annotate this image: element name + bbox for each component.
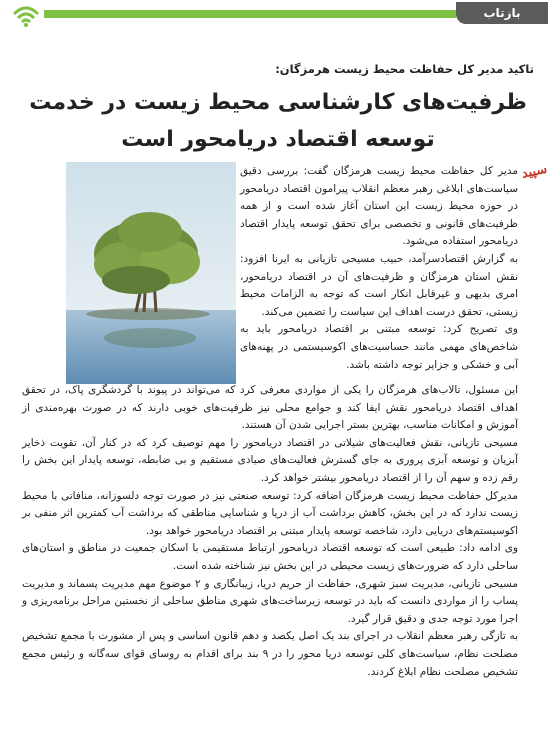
paragraph: وی ادامه داد: طبیعی است که توسعه اقتصاد دریامحور ارتباط مستقیمی با اسکان جمعیت در مناطق و استان‌های ساحلی دارد که ضرورت‌های زیست محیطی در این بخش نیز شناخته شده است. [22, 542, 518, 572]
headline-line-2: توسعه اقتصاد دریامحور است [121, 127, 435, 152]
paragraph: مدیر کل حفاظت محیط زیست هرمزگان گفت: بررسی دقیق سیاست‌های ابلاغی رهبر معظم انقلاب پیرامون اقتصاد دریامحور در حوزه محیط زیست این استان آغاز شده است و از همه ظرفیت‌های قانونی و تخصصی برای تحقق توسعه پایدار اقتصاد دریامحور استفاده می‌شود. [240, 165, 518, 248]
paragraph: مسیحی تازیانی، مدیریت سبز شهری، حفاظت از حریم دریا، زیبانگاری و ۲ موضوع مهم مدیریت پسماند و مدیریت پساب را از مواردی دانست که باید در توسعه زیرساخت‌های شهری مناطق ساحلی از نخستین مراحل برنامه‌ریزی و اجرا مورد توجه جدی و دقیق قرار گیرد. [22, 577, 518, 625]
article-headline [20, 84, 536, 158]
wifi-icon [8, 4, 44, 28]
mangrove-tree-photo [66, 162, 236, 384]
paragraph: به گزارش اقتصادسرآمد، حبیب مسیحی تازیانی به ایرنا افزود: نقش استان هرمزگان و ظرفیت‌های آن در اقتصاد دریامحور، امری بدیهی و غیرقابل انکار است که توجه به الزامات محیط زیستی، تحقق درست اهداف این سیاست را تضمین می‌کند. [240, 252, 518, 318]
article-body-bottom [22, 382, 518, 681]
paragraph: مدیرکل حفاظت محیط زیست هرمزگان اضافه کرد: توسعه صنعتی نیز در صورت توجه دلسوزانه، منافاتی با محیط زیست ندارد که در این بخش، کاهش برداشت آب از دریا و شناسایی مناطقی که برداشت آب کمترین اثر منفی بر اکوسیستم‌های دریایی دارد، شاخصه توسعه پایدار مبتنی بر اقتصاد دریامحور خواهد بود. [22, 489, 518, 537]
paragraph: مسیحی تازیانی، نقش فعالیت‌های شیلاتی در اقتصاد دریامحور را مهم توصیف کرد که در کنار آن، تقویت ذخایر آبزیان و توسعه آبزی پروری به جای گسترش فعالیت‌های صیادی مستقیم و بی ضابطه، توسعه پایدار این بخش را رقم زده و سهم آن را از اقتصاد دریامحور بیشتر خواهد کرد. [22, 436, 518, 484]
header-accent-band [44, 10, 456, 18]
article-body-top [240, 163, 518, 374]
section-label: بازتاب [456, 2, 548, 24]
paragraph: وی تصریح کرد: توسعه مبتنی بر اقتصاد دریامحور باید به شاخص‌های مهمی مانند حساسیت‌های اکوسیستمی در پهنه‌های آبی و خشکی و جزایر توجه داشته باشد. [240, 323, 518, 371]
top-bar [0, 0, 556, 30]
paragraph: این مسئول، تالاب‌های هرمزگان را یکی از مواردی معرفی کرد که می‌تواند در پیوند با گردشگری پاک، در تحقق اهداف اقتصاد دریامحور نقش ایفا کند و جوامع محلی نیز ظرفیت‌های خوبی دارند که در صورت بهره‌مندی از آموزش و امکانات مناسب، بهترین بستر اجرایی شدن آن هستند. [22, 384, 518, 432]
headline-line-1: ظرفیت‌های کارشناسی محیط زیست در خدمت [29, 90, 527, 115]
paragraph: به تازگی رهبر معظم انقلاب در اجرای بند یک اصل یکصد و دهم قانون اساسی و پس از مشورت با مجمع تشخیص مصلحت نظام، سیاست‌های کلی توسعه دریا محور را در ۹ بند برای اقدام به روسای قوای سه‌گانه و رئیس مجمع تشخیص مصلحت نظام ابلاغ کردند. [22, 630, 518, 678]
article-kicker: تاکید مدیر کل حفاظت محیط زیست هرمزگان: [275, 62, 534, 76]
brand-stamp: سپید [520, 161, 549, 182]
